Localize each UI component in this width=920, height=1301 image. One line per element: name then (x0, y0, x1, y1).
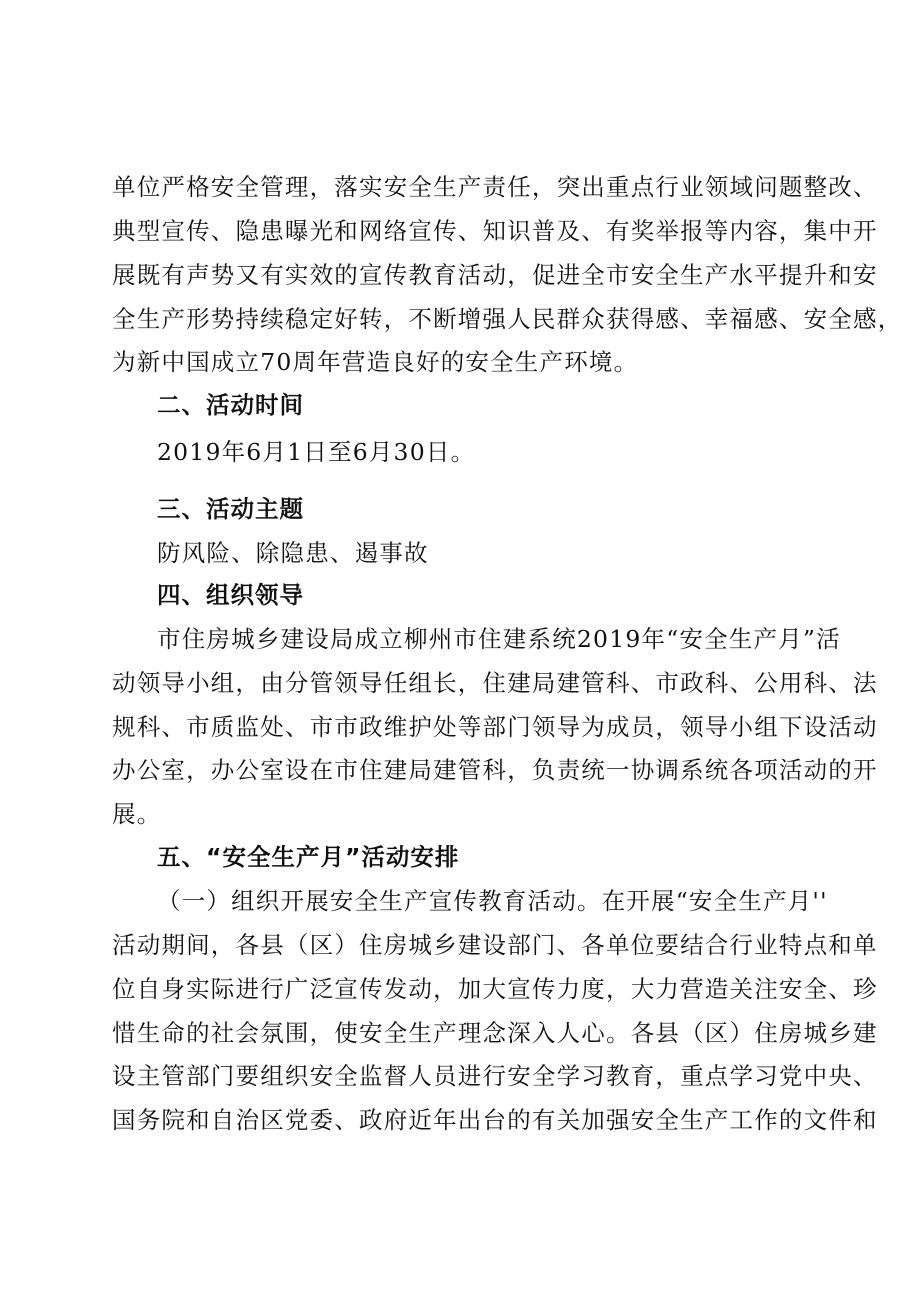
intro-line-1: 单位严格安全管理，落实安全生产责任，突出重点行业领域问题整改、 (112, 173, 878, 201)
arrangements-line-5: 设主管部门要组织安全监督人员进行安全学习教育，重点学习党中央、 (112, 1062, 878, 1090)
arrangements-line-1: （一）组织开展安全生产宣传教育活动。在开展“安全生产月'' (157, 887, 828, 915)
intro-line-5: 为新中国成立70周年营造良好的安全生产环境。 (112, 348, 639, 376)
leadership-line-2: 动领导小组，由分管领导任组长，住建局建管科、市政科、公用科、法 (112, 669, 878, 697)
intro-line-2: 典型宣传、隐患曝光和网络宣传、知识普及、有奖举报等内容，集中开 (112, 217, 878, 245)
intro-line-4: 全生产形势持续稳定好转，不断增强人民群众获得感、幸福感、安全感， (112, 305, 903, 333)
intro-line-3: 展既有声势又有实效的宣传教育活动，促进全市安全生产水平提升和安 (112, 261, 878, 289)
arrangements-line-2: 活动期间，各县（区）住房城乡建设部门、各单位要结合行业特点和单 (112, 931, 878, 959)
leadership-line-1: 市住房城乡建设局成立柳州市住建系统2019年“安全生产月”活 (157, 625, 841, 653)
leadership-line-5: 展。 (112, 800, 162, 828)
section-heading-arrangements: 五、“安全生产月”活动安排 (157, 843, 460, 871)
section-heading-activity-time: 二、活动时间 (157, 391, 304, 419)
arrangements-line-6: 国务院和自治区党委、政府近年出台的有关加强安全生产工作的文件和 (112, 1106, 878, 1134)
leadership-line-4: 办公室，办公室设在市住建局建管科，负责统一协调系统各项活动的开 (112, 756, 878, 784)
leadership-line-3: 规科、市质监处、市市政维护处等部门领导为成员，领导小组下设活动 (112, 713, 878, 741)
section-body-activity-theme: 防风险、除隐患、遏事故 (157, 539, 429, 567)
arrangements-line-3: 位自身实际进行广泛宣传发动，加大宣传力度，大力营造关注安全、珍 (112, 975, 878, 1003)
section-heading-activity-theme: 三、活动主题 (157, 495, 304, 523)
arrangements-line-4: 惜生命的社会氛围，使安全生产理念深入人心。各县（区）住房城乡建 (112, 1019, 878, 1047)
section-body-activity-time: 2019年6月1日至6月30日。 (157, 438, 476, 466)
section-heading-leadership: 四、组织领导 (157, 581, 304, 609)
